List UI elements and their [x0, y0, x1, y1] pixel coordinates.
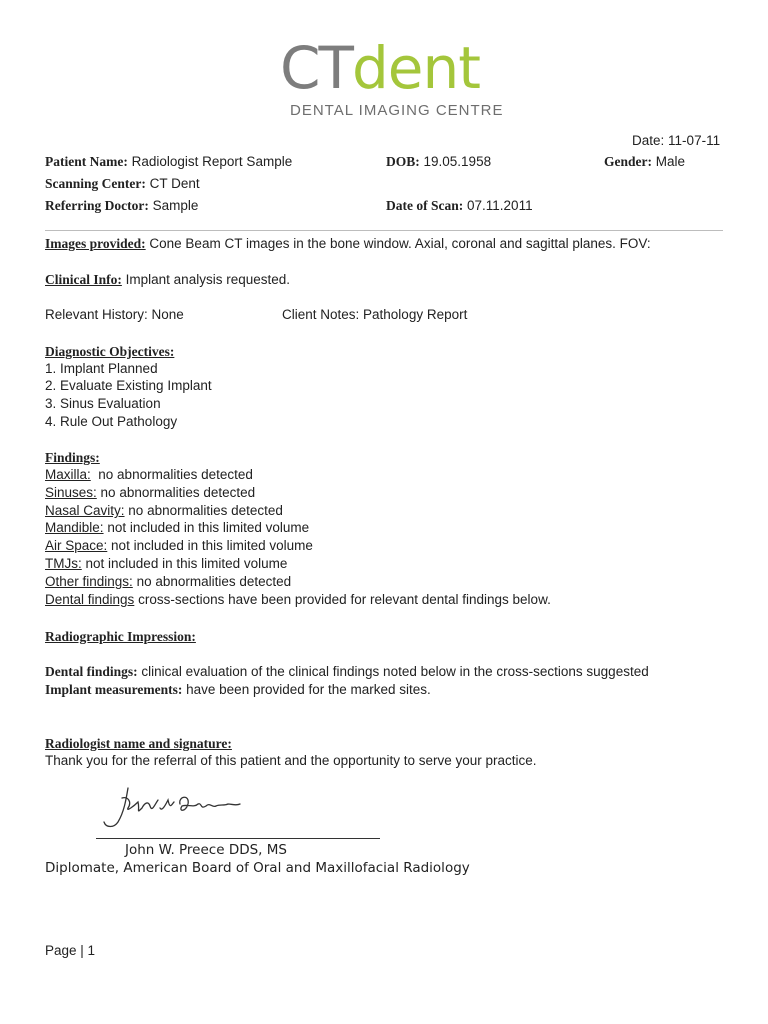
findings-heading: Findings: [45, 450, 100, 465]
finding-value: not included in this limited volume [107, 520, 310, 535]
finding-row [45, 485, 255, 500]
scanning-center-label: Scanning Center: [45, 176, 146, 191]
signature-drawing [98, 782, 248, 834]
thanks-text: Thank you for the referral of this patient and the opportunity to serve your practice. [45, 753, 537, 768]
finding-value: cross-sections have been provided for relevant dental findings below. [138, 592, 551, 607]
handwritten-signature [98, 782, 248, 837]
images-provided-label: Images provided: [45, 236, 146, 251]
objectives-heading: Diagnostic Objectives: [45, 344, 175, 359]
finding-row [45, 574, 291, 589]
impression-implant-label: Implant measurements: [45, 682, 183, 697]
logo-subtitle: DENTAL IMAGING CENTRE [290, 102, 504, 119]
finding-value: no abnormalities detected [128, 503, 283, 518]
finding-label: TMJs: [45, 556, 82, 571]
dob-row [386, 154, 491, 170]
gender-row [604, 154, 685, 170]
finding-label: Air Space: [45, 538, 108, 553]
radiologist-title: Diplomate, American Board of Oral and Maxillofacial Radiology [45, 860, 470, 876]
impression-dental-label: Dental findings: [45, 664, 138, 679]
clinical-info-label: Clinical Info: [45, 272, 122, 287]
objective-item: 2. Evaluate Existing Implant [45, 378, 212, 393]
finding-row [45, 592, 551, 607]
finding-label: Dental findings [45, 592, 135, 607]
referring-doctor-value: Sample [152, 198, 199, 213]
page-number: Page | 1 [45, 943, 96, 958]
impression-implant-value: have been provided for the marked sites. [186, 682, 431, 697]
header-divider [45, 230, 723, 231]
finding-row [45, 556, 287, 571]
referring-doctor-row [45, 198, 198, 214]
objective-item: 1. Implant Planned [45, 361, 158, 376]
gender-label: Gender: [604, 154, 652, 169]
finding-row [45, 520, 309, 535]
referring-doctor-label: Referring Doctor: [45, 198, 149, 213]
clinical-info-value: Implant analysis requested. [125, 272, 290, 287]
scanning-center-value: CT Dent [149, 176, 200, 191]
finding-label: Sinuses: [45, 485, 97, 500]
scan-date-value: 07.11.2011 [467, 198, 533, 213]
logo-ct-text: CT [280, 34, 352, 102]
client-notes: Client Notes: Pathology Report [282, 307, 468, 322]
patient-name-label: Patient Name: [45, 154, 128, 169]
finding-value: not included in this limited volume [85, 556, 288, 571]
finding-label: Maxilla: [45, 467, 91, 482]
relevant-history: Relevant History: None [45, 307, 184, 322]
finding-value: no abnormalities detected [100, 485, 256, 500]
finding-value: no abnormalities detected [98, 467, 253, 482]
images-provided-value: Cone Beam CT images in the bone window. Axial, coronal and sagittal planes. FOV: [149, 236, 651, 251]
impression-implant-row [45, 682, 431, 698]
clinical-info-row [45, 272, 290, 288]
finding-label: Nasal Cavity: [45, 503, 125, 518]
finding-value: no abnormalities detected [136, 574, 292, 589]
objective-item: 4. Rule Out Pathology [45, 414, 178, 429]
patient-name-value: Radiologist Report Sample [131, 154, 293, 169]
gender-value: Male [655, 154, 686, 169]
impression-heading: Radiographic Impression: [45, 629, 196, 644]
logo-dent-text: dent [351, 34, 480, 102]
objective-item: 3. Sinus Evaluation [45, 396, 161, 411]
radiologist-name: John W. Preece DDS, MS [125, 842, 287, 858]
finding-row [45, 538, 313, 553]
date-value: 11-07-11 [668, 133, 721, 148]
scanning-center-row [45, 176, 200, 192]
patient-name-row [45, 154, 292, 170]
finding-label: Other findings: [45, 574, 133, 589]
signature-heading: Radiologist name and signature: [45, 736, 232, 751]
signature-line [96, 838, 380, 839]
impression-dental-value: clinical evaluation of the clinical findings noted below in the cross-sections suggested [141, 664, 649, 679]
report-date [632, 133, 720, 148]
scan-date-label: Date of Scan: [386, 198, 464, 213]
ctdent-logo [280, 34, 480, 102]
finding-row [45, 503, 283, 518]
finding-row [45, 467, 253, 482]
scan-date-row [386, 198, 533, 214]
dob-value: 19.05.1958 [423, 154, 492, 169]
impression-dental-row [45, 664, 649, 680]
dob-label: DOB: [386, 154, 420, 169]
images-provided-row [45, 236, 651, 252]
finding-value: not included in this limited volume [111, 538, 313, 553]
date-label: Date: [632, 133, 665, 148]
finding-label: Mandible: [45, 520, 104, 535]
